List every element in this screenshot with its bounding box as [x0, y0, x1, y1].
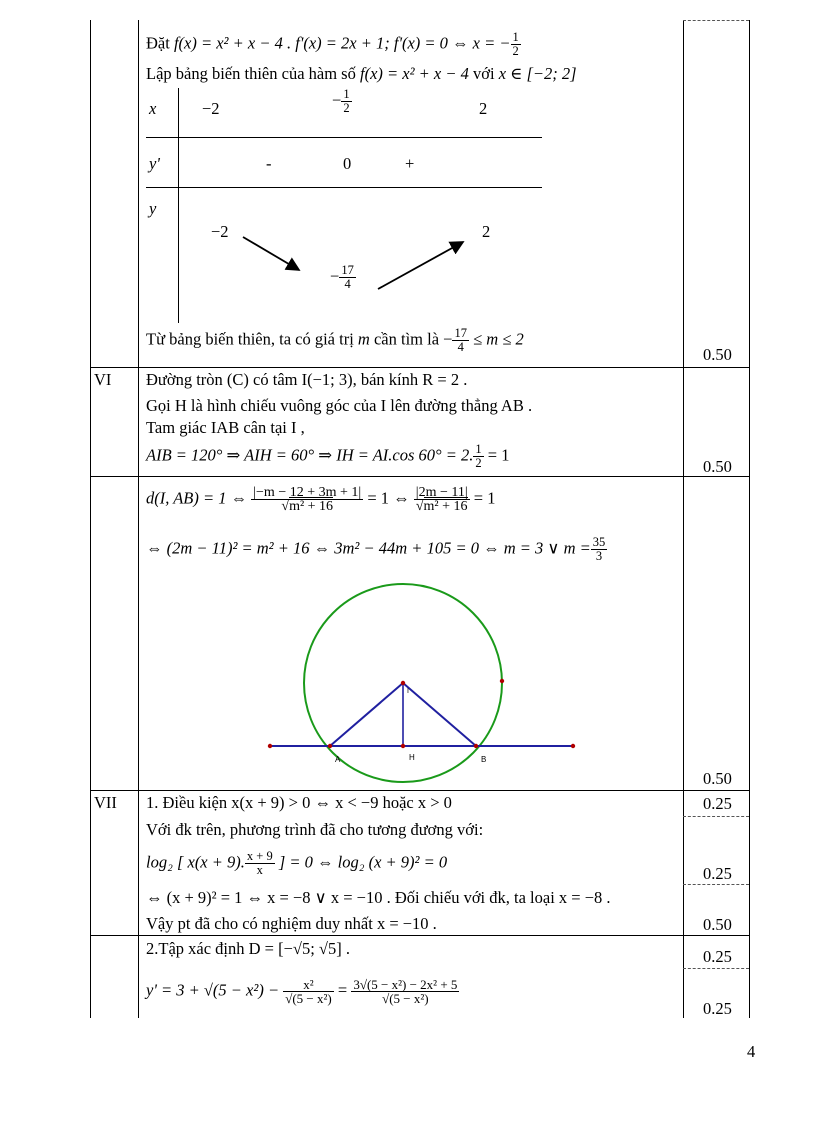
page-number: 4 [747, 1042, 756, 1061]
point-b [474, 744, 478, 748]
vii-line-1: 1. Điều kiện x(x + 9) > 0 ⇔ x < −9 hoặc x > 0 [146, 793, 452, 812]
var-x-mid: − $\frac{1}{2}$ [332, 87, 350, 115]
vii-line-3: log₂ [ x(x + 9). $\frac{x + 9}{x}$ ] = 0 ⇔ log₂ (x + 9)² = 0 [146, 849, 448, 877]
var-x-left: −2 [202, 99, 220, 118]
vii-line-4: ⇔ (x + 9)² = 1 ⇔ x = −8 ∨ x = −10 . Đối chiếu với đk, ta loại x = −8 . [146, 888, 611, 907]
point-i [401, 681, 405, 685]
vii-line-2: Với đk trên, phương trình đã cho tương đương với: [146, 820, 484, 839]
point-right [571, 744, 575, 748]
var-y-label: y [149, 199, 157, 218]
line-conclusion: Từ bảng biến thiên, ta có giá trị m cần tìm là − $\frac{17}{4}$ ≤ m ≤ 2 [146, 326, 524, 354]
point-on-circle [500, 679, 504, 683]
var-x-right: 2 [479, 99, 488, 118]
vii2-line-2: y' = 3 + √(5 − x²) − $\frac{\text{x²}}{\text{√(5 − x²)}}$ = $\frac{\text{3√(5 − x²) − 2x² + 5}}{\text{√(5 − x²)}}$ [146, 977, 458, 1006]
vi-line-4: AIB = 120° ⇒ AIH = 60° ⇒ IH = AI.cos 60° = 2. $\frac{1}{2}$ = 1 [146, 442, 510, 470]
vi-line-2: Gọi H là hình chiếu vuông góc của I lên đường thẳng AB . [146, 396, 533, 415]
var-yp-plus: + [405, 154, 415, 173]
var-yp-zero: 0 [343, 154, 352, 173]
segment-ib [403, 683, 476, 746]
segment-ia [330, 683, 403, 746]
vi2-line-1: d(I, AB) = 1 ⇔ $\frac{|-m - 12 + 3m + 1|}{\text{√m² + 16}}$ = 1 ⇔ $\frac{|2m - 11|}{\text{√m² + 16}}$ = 1 [146, 485, 496, 514]
label-i: I [407, 688, 409, 695]
vii2-line-1: 2.Tập xác định D = [−√5; √5] . [146, 939, 350, 958]
var-yp-minus: - [266, 154, 272, 173]
score-vi: 0.50 [703, 457, 732, 476]
score-vi2: 0.50 [703, 769, 732, 788]
score-vii2-1: 0.25 [703, 947, 732, 966]
var-y-left: −2 [211, 222, 229, 241]
vii-line-5: Vậy pt đã cho có nghiệm duy nhất x = −10 . [146, 914, 437, 933]
point-a [328, 744, 332, 748]
score-vii-3: 0.50 [703, 915, 732, 934]
point-h [401, 744, 405, 748]
score-vii-2: 0.25 [703, 864, 732, 883]
var-yp-label: y' [149, 154, 160, 173]
var-x-label: x [149, 99, 157, 118]
line-dat: Đặt f(x) = x² + x − 4 . f'(x) = 2x + 1; f'(x) = 0 ⇔ x = − $\frac{1}{2}$ [146, 30, 519, 58]
section-vii-label: VII [94, 793, 117, 812]
line-lap-bang: Lập bảng biến thiên của hàm số f(x) = x² + x − 4 với x ∈ [−2; 2] [146, 64, 577, 83]
label-a: A [335, 755, 341, 764]
vi-line-1: Đường tròn (C) có tâm I(−1; 3), bán kính R = 2 . [146, 370, 468, 389]
section-vi-label: VI [94, 370, 112, 389]
var-y-min: − $\frac{17}{4}$ [330, 263, 354, 291]
score-vii-1: 0.25 [703, 794, 732, 813]
score-v: 0.50 [703, 345, 732, 364]
label-h: H [409, 753, 415, 762]
label-b: B [481, 755, 487, 764]
var-y-right: 2 [482, 222, 491, 241]
vi2-line-2: ⇔ (2m − 11)² = m² + 16 ⇔ 3m² − 44m + 105 = 0 ⇔ m = 3 ∨ m = $\frac{35}{3}$ [146, 535, 606, 563]
point-left [268, 744, 272, 748]
vi-line-3: Tam giác IAB cân tại I , [146, 418, 305, 437]
score-vii2-2: 0.25 [703, 999, 732, 1018]
